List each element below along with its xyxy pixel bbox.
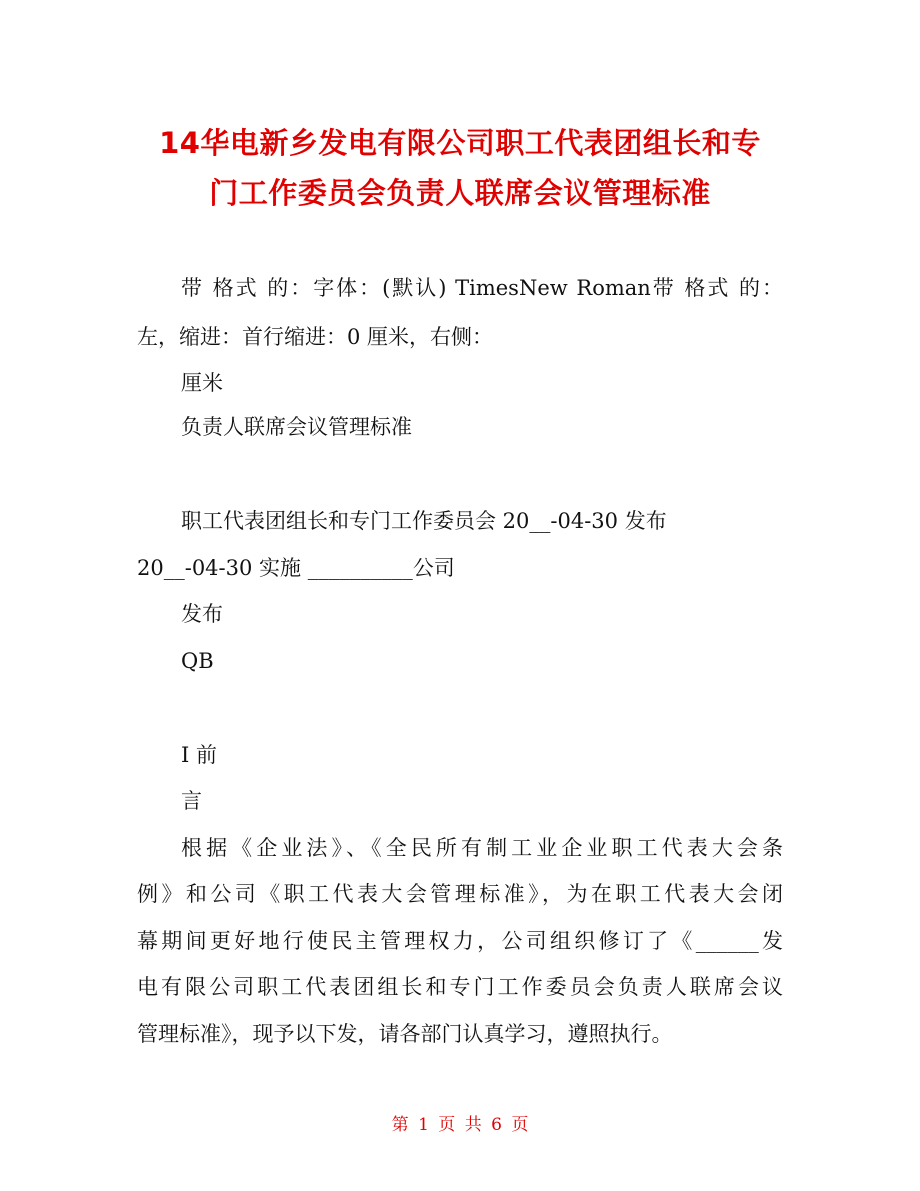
preface-paragraph-line-5: 管理标准》，现予以下发，请各部门认真学习，遵照执行。 (137, 1022, 673, 1046)
publish-info-line-2: 20__-04-30 实施 __________公司 (137, 556, 455, 580)
format-note-line-2: 左，缩进：首行缩进：0 厘米，右侧： (137, 325, 494, 349)
subtitle: 负责人联席会议管理标准 (181, 415, 412, 439)
preface-paragraph-line-4: 电有限公司职工代表团组长和专门工作委员会负责人联席会议 (137, 975, 783, 999)
format-note-line-3: 厘米 (181, 371, 223, 395)
standard-code: QB (181, 649, 214, 673)
preface-paragraph-line-1: 根据《企业法》、《全民所有制工业企业职工代表大会条 (181, 836, 783, 860)
publish-info-line-1: 职工代表团组长和专门工作委员会 20__-04-30 发布 (181, 509, 667, 533)
preface-paragraph-line-2: 例》和公司《职工代表大会管理标准》，为在职工代表大会闭 (137, 882, 783, 906)
preface-heading-2: 言 (181, 789, 202, 813)
format-note-line-1: 带 格式 的：字体：(默认) TimesNew Roman带 格式 的： (181, 276, 783, 300)
document-title-line-1: 14华电新乡发电有限公司职工代表团组长和专 (159, 126, 761, 160)
document-title-line-2: 门工作委员会负责人联席会议管理标准 (209, 176, 711, 210)
publish-label: 发布 (181, 602, 223, 626)
preface-heading-1: I 前 (181, 743, 217, 767)
preface-paragraph-line-3: 幕期间更好地行使民主管理权力，公司组织修订了《______发 (137, 929, 783, 953)
page-footer: 第 1 页 共 6 页 (391, 1115, 529, 1135)
